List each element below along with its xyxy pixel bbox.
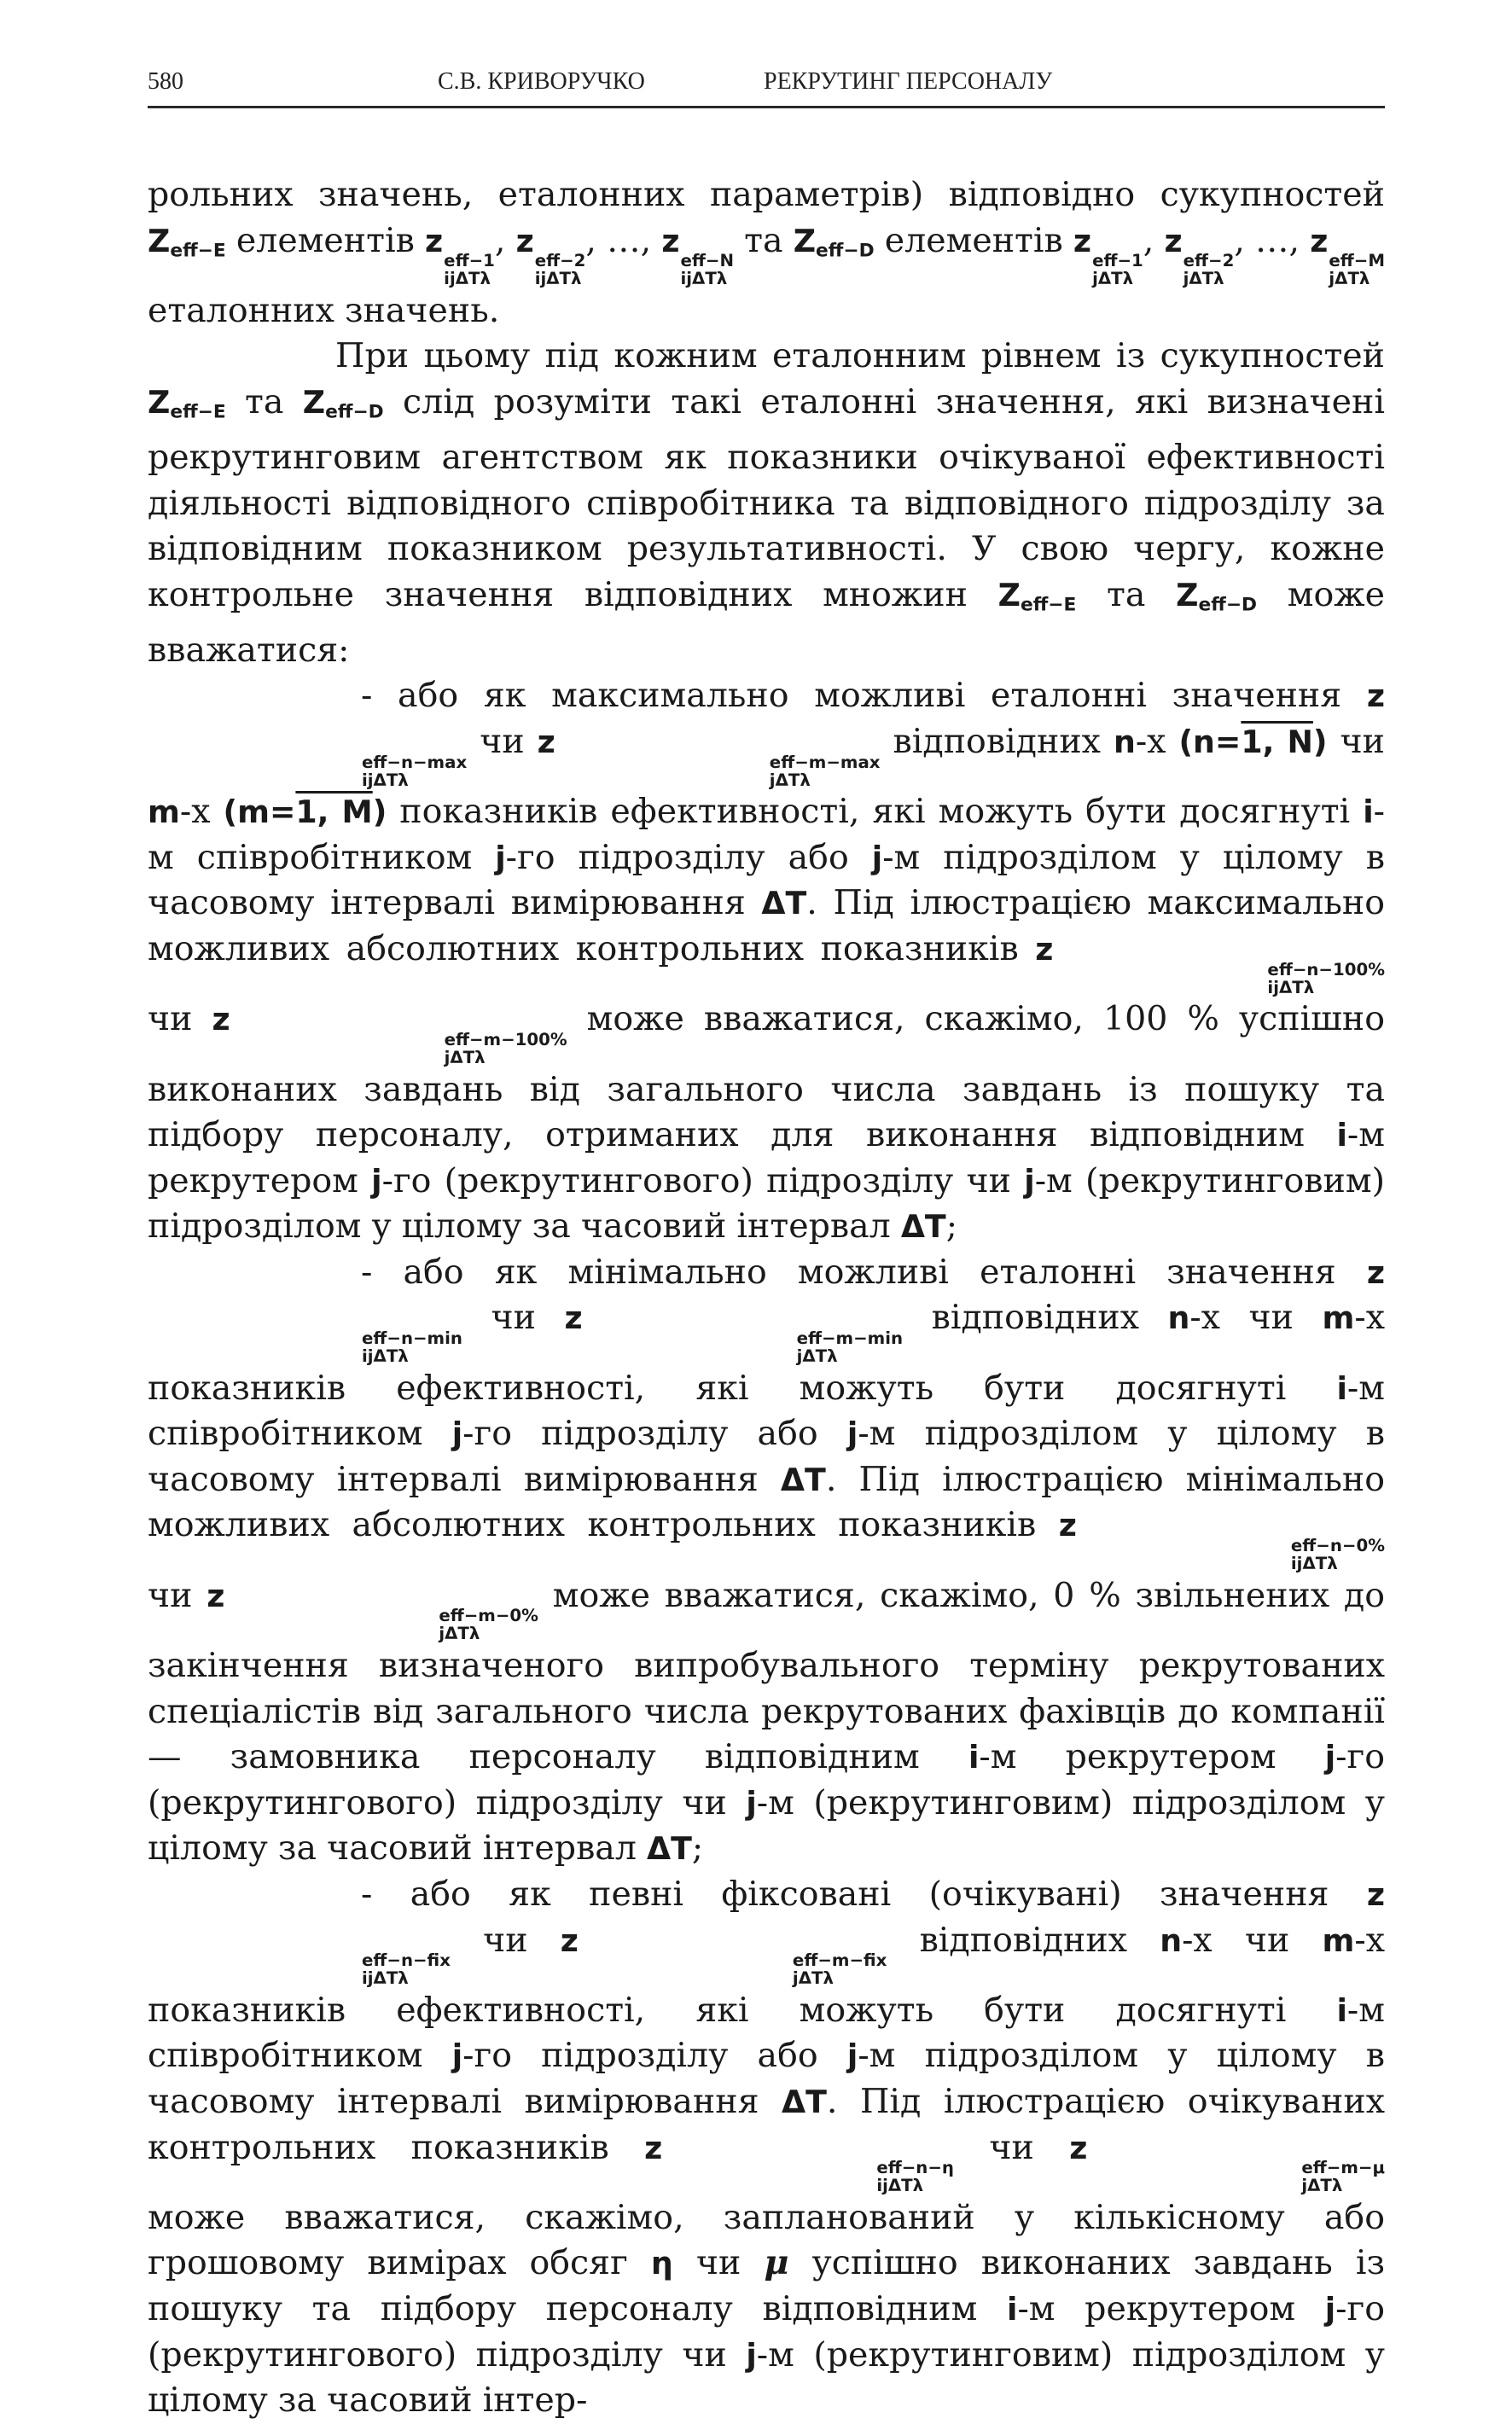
list-item-max: - або як максимально можливі еталонні значення z eff−n−max ijΔTλ чи z eff−m−max jΔTλ відповідних n-х (n=1, N) чи m-х (m=1, M) показників ефективності, які можуть бути досягнуті i-м співробітником j-го підрозділу або j-м підрозділом у цілому в часовому інтервалі вимірювання ΔT. Під ілюстрацією максимально можливих абсолютних контрольних показників z eff−n−100% ijΔTλ чи z eff−m−100% jΔTλ може вважатися, скажімо, 100 % успішно виконаних завдань від загального числа завдань із пошуку та підбору персоналу, отриманих для виконання відповідним i-м рекрутером j-го (рекрутингового) підрозділу чи j-м (рекрутинговим) підрозділом у цілому за часовий інтервал ΔT; [148,676,1385,1247]
list-item-min: - або як мінімально можливі еталонні значення z eff−n−min ijΔTλ чи z eff−m−min jΔTλ відповідних n-х чи m-х показників ефективності, які можуть бути досягнуті i-м співробітником j-го підрозділу або j-м підрозділом у цілому в часовому інтервалі вимірювання ΔT. Під ілюстрацією мінімально можливих абсолютних контрольних показників z eff−n−0% ijΔTλ чи z eff−m−0% jΔTλ може вважатися, скажімо, 0 % звільнених до закінчення визначеного випробувального терміну рекрутованих спеціалістів від загального числа рекрутованих фахівців до компанії — замовника персоналу відповідним i-м рекрутером j-го (рекрутингового) підрозділу чи j-м (рекрутинговим) підрозділом у цілому за часовий інтервал ΔT; [148,1252,1385,1869]
header-book-title: РЕКРУТИНГ ПЕРСОНАЛУ [764,68,1053,95]
paragraph-continuation: рольних значень, еталонних параметрів) відповідно сукупностей Zeff−E елементів z eff−1 ijΔTλ , z eff−2 ijΔTλ , …, z eff−N ijΔTλ та Zeff−D елементів z eff−1 jΔTλ , z eff−2 jΔTλ , …, z eff−M jΔTλ еталонних значень. [148,175,1386,330]
running-header [148,65,1382,102]
body-text [148,172,1385,2424]
list-item-fixed: - або як певні фіксовані (очікувані) значення z eff−n−fix ijΔTλ чи z eff−m−fix jΔTλ відповідних n-х чи m-х показників ефективності, які можуть бути досягнуті i-м співробітником j-го підрозділу або j-м підрозділом у цілому в часовому інтервалі вимірювання ΔT. Під ілюстрацією очікуваних контрольних показників z eff−n−η ijΔTλ чи z eff−m−μ jΔTλ може вважатися, скажімо, запланований у кількісному або грошовому вимірах обсяг η чи μ успішно виконаних завдань із пошуку та підбору персоналу відповідним i-м рекрутером j-го (рекрутингового) підрозділу чи j-м (рекрутинговим) підрозділом у цілому за часовий інтер- [148,1874,1385,2421]
page-number: 580 [148,68,183,95]
paragraph-main: При цьому під кожним еталонним рівнем із сукупностей Zeff−E та Zeff−D слід розуміти такі еталонні значення, які визначені рекрутинговим агентством як показники очікуваної ефективності діяльності відповідного співробітника та відповідного підрозділу за відповідним показником результативності. У свою чергу, кожне контрольне значення відповідних множин Zeff−E та Zeff−D може вважатися: [148,336,1386,670]
header-rule [148,106,1385,108]
header-author: С.В. КРИВОРУЧКО [438,68,645,95]
